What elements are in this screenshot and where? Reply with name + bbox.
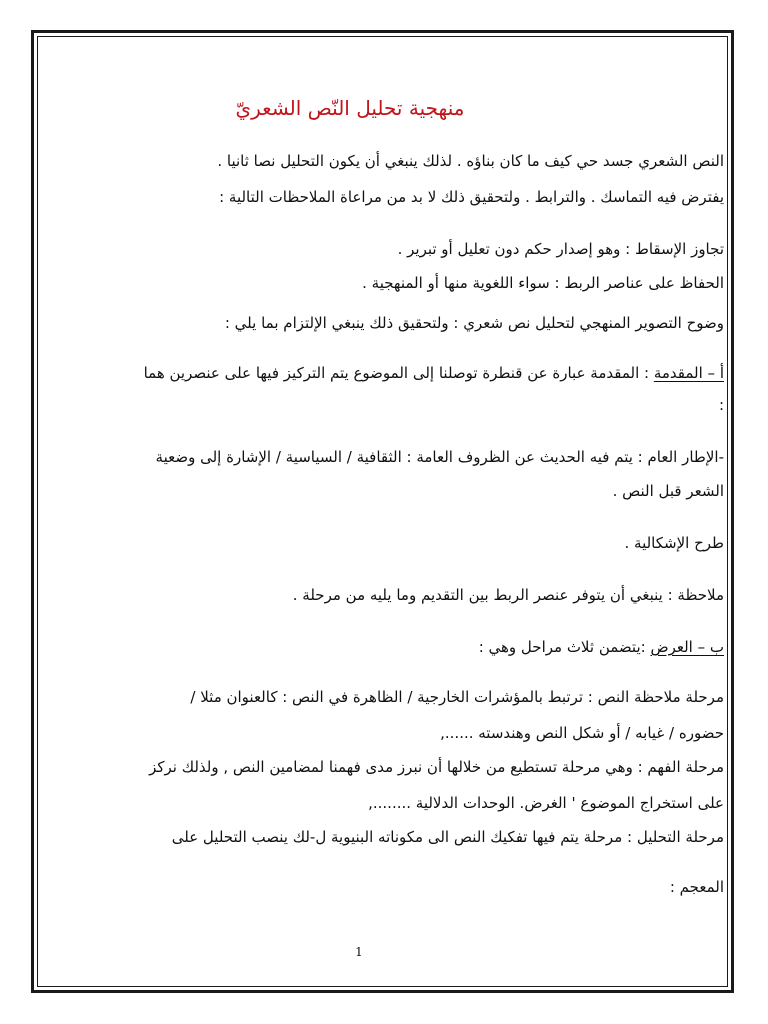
section-a-heading: أ – المقدمة <box>653 364 724 382</box>
section-b-text: :يتضمن ثلاث مراحل وهي : <box>478 638 651 656</box>
page-number: 1 <box>355 945 363 959</box>
rule-clarity: وضوح التصوير المنهجي لتحليل نص شعري : ولتحقيق ذلك ينبغي الإلتزام بما يلي : <box>224 314 724 332</box>
section-a-colon: : <box>718 396 724 414</box>
stage-understanding-line-2: على استخراج الموضوع ' الغرض. الوحدات الدلالية ........, <box>368 794 724 812</box>
intro-line-1: النص الشعري جسد حي كيف ما كان بناؤه . لذلك ينبغي أن يكون التحليل نصا ثانيا . <box>217 152 724 170</box>
page-border <box>31 30 734 993</box>
section-a-text: : المقدمة عبارة عن قنطرة توصلنا إلى الموضوع يتم التركيز فيها على عنصرين هما <box>143 364 654 382</box>
section-b-paragraph <box>304 636 724 658</box>
framework-line-1: -الإطار العام : يتم فيه الحديث عن الظروف العامة : الثقافية / السياسية / الإشارة إلى وضعية <box>155 448 724 466</box>
section-b-heading: ب – العرض <box>650 638 724 656</box>
rule-linking: الحفاظ على عناصر الربط : سواء اللغوية منها أو المنهجية . <box>362 274 724 292</box>
page-title: منهجية تحليل النّص الشعريّ <box>235 96 465 120</box>
stage-observation-line-2: حضوره / غيابه / أو شكل النص وهندسته ......, <box>440 724 724 742</box>
stage-observation-line-1: مرحلة ملاحظة النص : ترتبط بالمؤشرات الخارجية / الظاهرة في النص : كالعنوان مثلا / <box>190 688 724 706</box>
rule-projection: تجاوز الإسقاط : وهو إصدار حكم دون تعليل أو تبرير . <box>397 240 724 258</box>
stage-understanding-line-1: مرحلة الفهم : وهي مرحلة تستطيع من خلالها أن نبرز مدى فهمنا لمضامين النص , ولذلك نركز <box>149 758 724 776</box>
framework-line-2: الشعر قبل النص . <box>612 482 724 500</box>
note-text: ملاحظة : ينبغي أن يتوفر عنصر الربط بين التقديم وما يليه من مرحلة . <box>292 586 724 604</box>
stage-analysis-line-2: المعجم : <box>669 878 724 896</box>
stage-analysis-line-1: مرحلة التحليل : مرحلة يتم فيها تفكيك النص الى مكوناته البنيوية ل-لك ينصب التحليل على <box>171 828 724 846</box>
intro-line-2: يفترض فيه التماسك . والترابط . ولتحقيق ذلك لا بد من مراعاة الملاحظات التالية : <box>219 188 724 206</box>
section-a-paragraph <box>40 362 724 384</box>
problematic-item: طرح الإشكالية . <box>624 534 724 552</box>
